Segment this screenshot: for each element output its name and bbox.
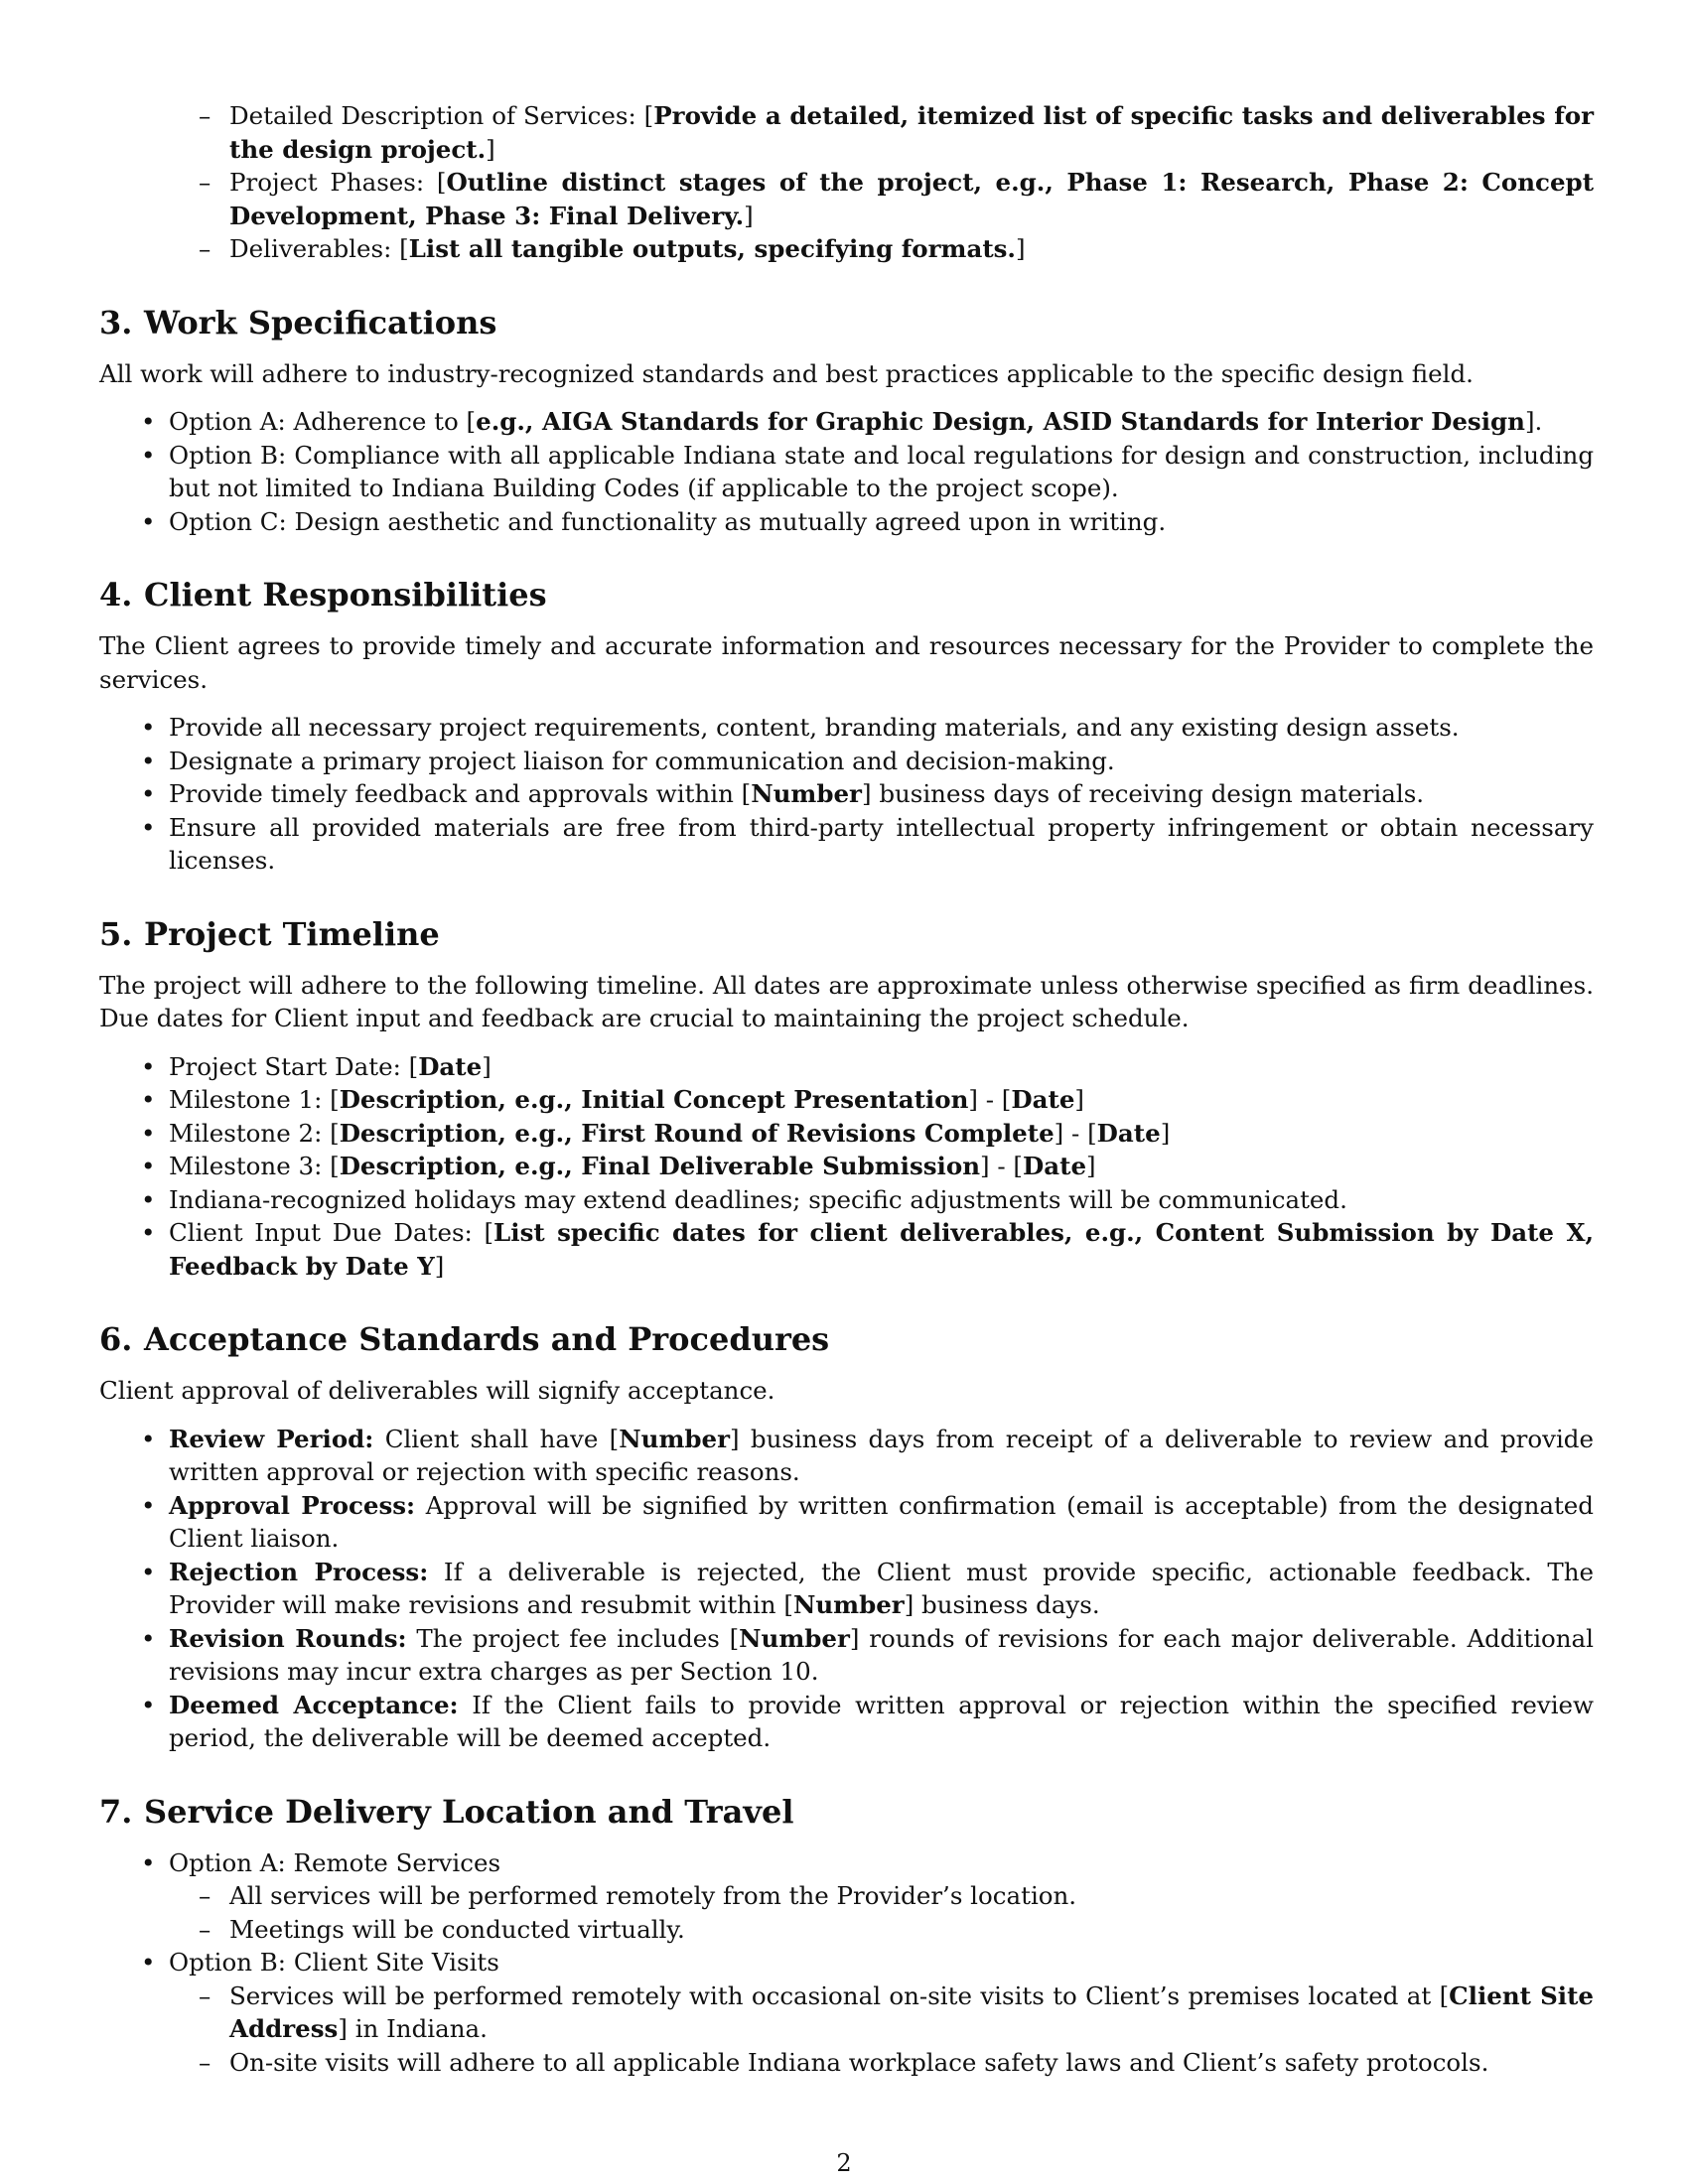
list-item: • Milestone 3: [Description, e.g., Final Deliverable Submission] - [Date] — [99, 1150, 1594, 1183]
list-item: • Option C: Design aesthetic and functionality as mutually agreed upon in writing. — [99, 505, 1594, 539]
section-heading: 3. Work Specifications — [99, 303, 497, 341]
list-item: • Client Input Due Dates: [List specific dates for client deliverables, e.g., Content Submission by Date X, Feedback by Date Y] — [99, 1216, 1594, 1283]
list-item: – Services will be performed remotely with occasional on-site visits to Client’s premises located at [Client Site Address] in Indiana. — [169, 1979, 1594, 2046]
list-item: • Milestone 2: [Description, e.g., First Round of Revisions Complete] - [Date] — [99, 1117, 1594, 1151]
list-item: • Milestone 1: [Description, e.g., Initial Concept Presentation] - [Date] — [99, 1083, 1594, 1117]
list-item: • Indiana-recognized holidays may extend deadlines; specific adjustments will be communicated. — [99, 1183, 1594, 1217]
section-heading: 4. Client Responsibilities — [99, 576, 547, 614]
section-intro: All work will adhere to industry-recognized standards and best practices applicable to the specific design field. — [99, 358, 1474, 388]
section-intro: The Client agrees to provide timely and accurate information and resources necessary for the Provider to complete the services. — [99, 631, 1594, 694]
bullet-list — [99, 405, 1594, 538]
list-item: – Detailed Description of Services: [Provide a detailed, itemized list of specific tasks and deliverables for the design project.] — [99, 99, 1594, 166]
section-heading: 5. Project Timeline — [99, 914, 440, 953]
list-item: – All services will be performed remotely from the Provider’s location. — [169, 1879, 1594, 1913]
page-number: 2 — [836, 2149, 852, 2177]
list-item: • Approval Process: Approval will be signified by written confirmation (email is acceptable) from the designated Client liaison. — [99, 1489, 1594, 1556]
list-item: • Option B: Compliance with all applicable Indiana state and local regulations for design and construction, including but not limited to Indiana Building Codes (if applicable to the project scope). — [99, 439, 1594, 505]
list-item: • Deemed Acceptance: If the Client fails to provide written approval or rejection within the specified review period, the deliverable will be deemed accepted. — [99, 1689, 1594, 1755]
bullet-list — [99, 1423, 1594, 1755]
list-item: – Project Phases: [Outline distinct stages of the project, e.g., Phase 1: Research, Phase 2: Concept Development, Phase 3: Final Delivery.] — [99, 166, 1594, 232]
section-heading: 6. Acceptance Standards and Procedures — [99, 1320, 830, 1358]
list-item: – On-site visits will adhere to all applicable Indiana workplace safety laws and Client’s safety protocols. — [169, 2046, 1594, 2080]
intro-dash-list — [99, 99, 1594, 266]
list-item: • Ensure all provided materials are free from third-party intellectual property infringement or obtain necessary licenses. — [99, 811, 1594, 878]
list-item: • Review Period: Client shall have [Number] business days from receipt of a deliverable to review and provide written approval or rejection with specific reasons. — [99, 1423, 1594, 1489]
list-item: • Rejection Process: If a deliverable is rejected, the Client must provide specific, actionable feedback. The Provider will make revisions and resubmit within [Number] business days. — [99, 1556, 1594, 1622]
list-item: • Provide timely feedback and approvals within [Number] business days of receiving design materials. — [99, 777, 1594, 811]
list-item: • Option A: Adherence to [e.g., AIGA Standards for Graphic Design, ASID Standards for Interior Design]. — [99, 405, 1594, 439]
document-page — [99, 99, 1594, 2079]
list-item: • Option A: Remote Services – All services will be performed remotely from the Provider’s location. – Meetings will be conducted virtually. — [99, 1846, 1594, 1947]
list-item: • Project Start Date: [Date] — [99, 1050, 1594, 1084]
sub-list — [169, 1879, 1594, 1946]
bullet-list — [99, 1846, 1594, 2080]
bullet-list — [99, 711, 1594, 878]
list-item: – Deliverables: [List all tangible outputs, specifying formats.] — [99, 232, 1594, 266]
list-item: • Provide all necessary project requirements, content, branding materials, and any existing design assets. — [99, 711, 1594, 745]
list-item: • Option B: Client Site Visits – Services will be performed remotely with occasional on-site visits to Client’s premises located at [Client Site Address] in Indiana. – On-site visits will adhere to all applicable Indiana workplace safety laws and Client’s safety protocols. — [99, 1946, 1594, 2079]
section-heading: 7. Service Delivery Location and Travel — [99, 1792, 794, 1831]
section-intro: The project will adhere to the following timeline. All dates are approximate unless otherwise specified as firm deadlines. Due dates for Client input and feedback are crucial to maintaining the project schedule. — [99, 970, 1594, 1032]
list-item: – Meetings will be conducted virtually. — [169, 1913, 1594, 1947]
bullet-list — [99, 1050, 1594, 1284]
list-item: • Revision Rounds: The project fee includes [Number] rounds of revisions for each major deliverable. Additional revisions may incur extra charges as per Section 10. — [99, 1622, 1594, 1689]
sub-list — [169, 1979, 1594, 2080]
list-item: • Designate a primary project liaison for communication and decision-making. — [99, 745, 1594, 778]
section-intro: Client approval of deliverables will signify acceptance. — [99, 1376, 775, 1405]
